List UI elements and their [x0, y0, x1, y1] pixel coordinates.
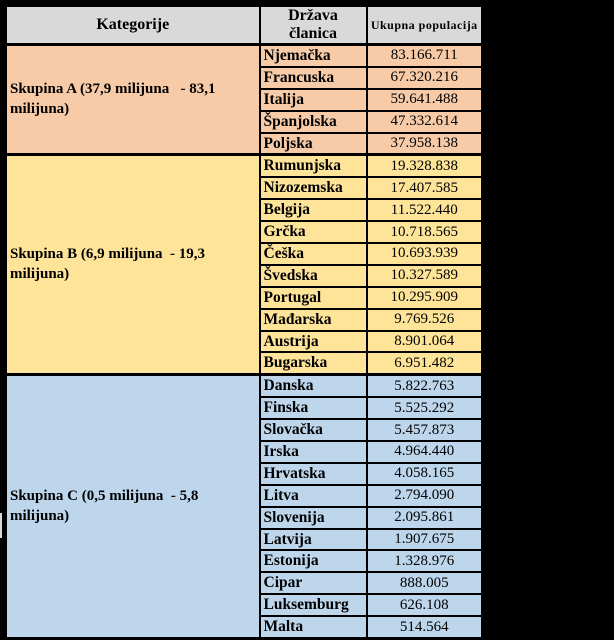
- population-cell: 5.822.763: [367, 375, 483, 397]
- population-cell: 5.525.292: [367, 397, 483, 419]
- country-cell: Danska: [260, 375, 367, 397]
- country-cell: Belgija: [260, 199, 367, 221]
- population-cell: 1.907.675: [367, 529, 483, 551]
- header-ukupna-populacija: Ukupna populacija: [367, 6, 483, 45]
- eu-population-table: [4, 4, 484, 640]
- table-row: [6, 375, 483, 397]
- country-cell: Francuska: [260, 67, 367, 89]
- group-label-c: Skupina C (0,5 milijuna - 5,8 milijuna): [6, 375, 260, 639]
- group-label-a: Skupina A (37,9 milijuna - 83,1 milijuna): [6, 45, 260, 155]
- country-cell: Bugarska: [260, 352, 367, 374]
- population-cell: 11.522.440: [367, 199, 483, 221]
- country-cell: Poljska: [260, 133, 367, 155]
- population-cell: 1.328.976: [367, 550, 483, 572]
- population-cell: 10.327.589: [367, 265, 483, 287]
- group-label-b: Skupina B (6,9 milijuna - 19,3 milijuna): [6, 155, 260, 375]
- population-table-stage: [4, 4, 484, 640]
- country-cell: Austrija: [260, 331, 367, 353]
- table-body: [6, 45, 483, 639]
- population-cell: 514.564: [367, 616, 483, 638]
- country-cell: Rumunjska: [260, 155, 367, 177]
- country-cell: Hrvatska: [260, 463, 367, 485]
- country-cell: Njemačka: [260, 45, 367, 67]
- population-cell: 888.005: [367, 572, 483, 594]
- population-cell: 59.641.488: [367, 89, 483, 111]
- population-cell: 10.693.939: [367, 243, 483, 265]
- population-cell: 37.958.138: [367, 133, 483, 155]
- population-cell: 4.058.165: [367, 463, 483, 485]
- population-cell: 17.407.585: [367, 177, 483, 199]
- population-cell: 4.964.440: [367, 441, 483, 463]
- header-drzava-clanica: Država članica: [260, 6, 367, 45]
- header-kategorije: Kategorije: [6, 6, 260, 45]
- table-row: [6, 155, 483, 177]
- country-cell: Švedska: [260, 265, 367, 287]
- country-cell: Finska: [260, 397, 367, 419]
- country-cell: Češka: [260, 243, 367, 265]
- country-cell: Portugal: [260, 287, 367, 309]
- country-cell: Estonija: [260, 550, 367, 572]
- population-cell: 6.951.482: [367, 352, 483, 374]
- population-cell: 67.320.216: [367, 67, 483, 89]
- population-cell: 83.166.711: [367, 45, 483, 67]
- country-cell: Nizozemska: [260, 177, 367, 199]
- country-cell: Španjolska: [260, 111, 367, 133]
- country-cell: Slovenija: [260, 507, 367, 529]
- population-cell: 2.794.090: [367, 485, 483, 507]
- population-cell: 10.718.565: [367, 221, 483, 243]
- country-cell: Irska: [260, 441, 367, 463]
- population-cell: 47.332.614: [367, 111, 483, 133]
- population-cell: 626.108: [367, 594, 483, 616]
- country-cell: Malta: [260, 616, 367, 638]
- country-cell: Slovačka: [260, 419, 367, 441]
- country-cell: Italija: [260, 89, 367, 111]
- country-cell: Mađarska: [260, 309, 367, 331]
- country-cell: Latvija: [260, 529, 367, 551]
- table-header-row: [6, 6, 483, 45]
- country-cell: Luksemburg: [260, 594, 367, 616]
- country-cell: Cipar: [260, 572, 367, 594]
- table-row: [6, 45, 483, 67]
- population-cell: 8.901.064: [367, 331, 483, 353]
- population-cell: 19.328.838: [367, 155, 483, 177]
- population-cell: 10.295.909: [367, 287, 483, 309]
- screen-edge-artifact: [0, 513, 2, 538]
- population-cell: 5.457.873: [367, 419, 483, 441]
- population-cell: 2.095.861: [367, 507, 483, 529]
- country-cell: Grčka: [260, 221, 367, 243]
- population-cell: 9.769.526: [367, 309, 483, 331]
- country-cell: Litva: [260, 485, 367, 507]
